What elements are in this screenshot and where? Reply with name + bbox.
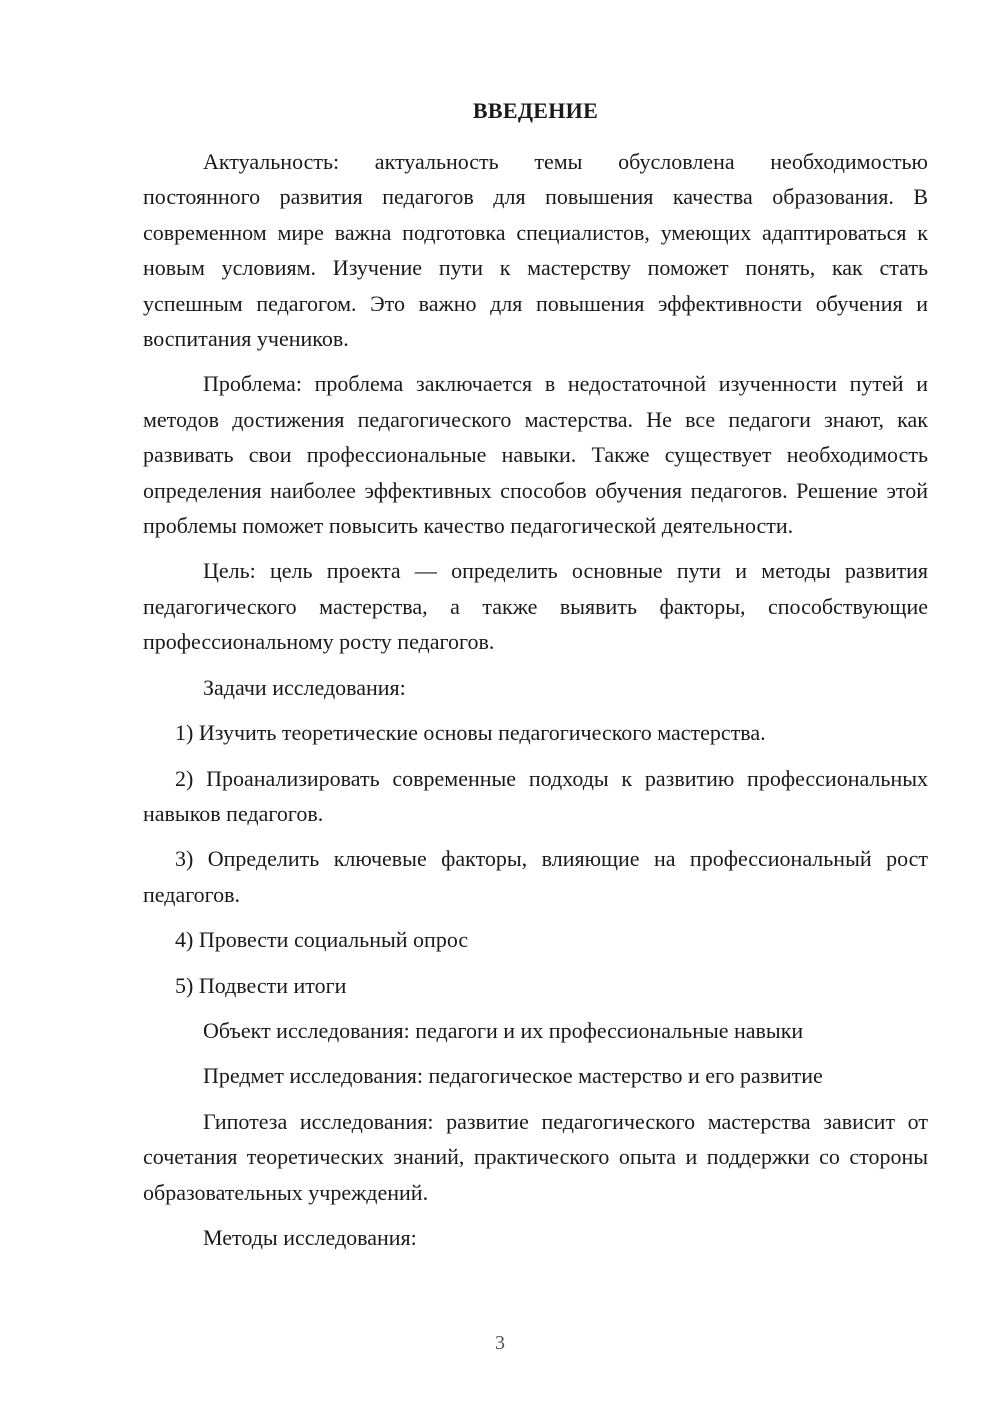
page-title: ВВЕДЕНИЕ: [472, 98, 599, 123]
problem-paragraph: Проблема: проблема заключается в недостаточной изученности путей и методов достижения педагогического мастерства. Не все педагоги знают, как развивать свои профессиональные навыки. Также существует необходимость определения наиболее эффективных способов обучения педагогов. Решение этой проблемы поможет повысить качество педагогической деятельности.: [143, 371, 928, 539]
task-item-3: 3) Определить ключевые факторы, влияющие на профессиональный рост педагогов.: [143, 846, 928, 907]
hypothesis-paragraph: Гипотеза исследования: развитие педагогического мастерства зависит от сочетания теоретических знаний, практического опыта и поддержки со стороны образовательных учреждений.: [143, 1108, 928, 1205]
methods-heading: Методы исследования:: [203, 1224, 417, 1250]
relevance-paragraph: Актуальность: актуальность темы обусловлена необходимостью постоянного развития педагогов для повышения качества образования. В современном мире важна подготовка специалистов, умеющих адаптироваться к новым условиям. Изучение пути к мастерству поможет понять, как стать успешным педагогом. Это важно для повышения эффективности обучения и воспитания учеников.: [143, 149, 928, 352]
task-item-1: 1) Изучить теоретические основы педагогического мастерства.: [175, 720, 766, 746]
page-number: 3: [495, 1332, 505, 1354]
task-item-4: 4) Провести социальный опрос: [175, 927, 469, 953]
goal-paragraph: Цель: цель проекта — определить основные пути и методы развития педагогического мастерства, а также выявить факторы, способствующие профессиональному росту педагогов.: [143, 558, 928, 655]
task-item-2: 2) Проанализировать современные подходы к развитию профессиональных навыков педагогов.: [143, 765, 928, 826]
object-paragraph: Объект исследования: педагоги и их профессиональные навыки: [203, 1017, 804, 1043]
subject-paragraph: Предмет исследования: педагогическое мастерство и его развитие: [203, 1063, 823, 1089]
document-page: [143, 96, 928, 1265]
task-item-5: 5) Подвести итоги: [175, 972, 347, 998]
tasks-heading: Задачи исследования:: [203, 674, 406, 700]
